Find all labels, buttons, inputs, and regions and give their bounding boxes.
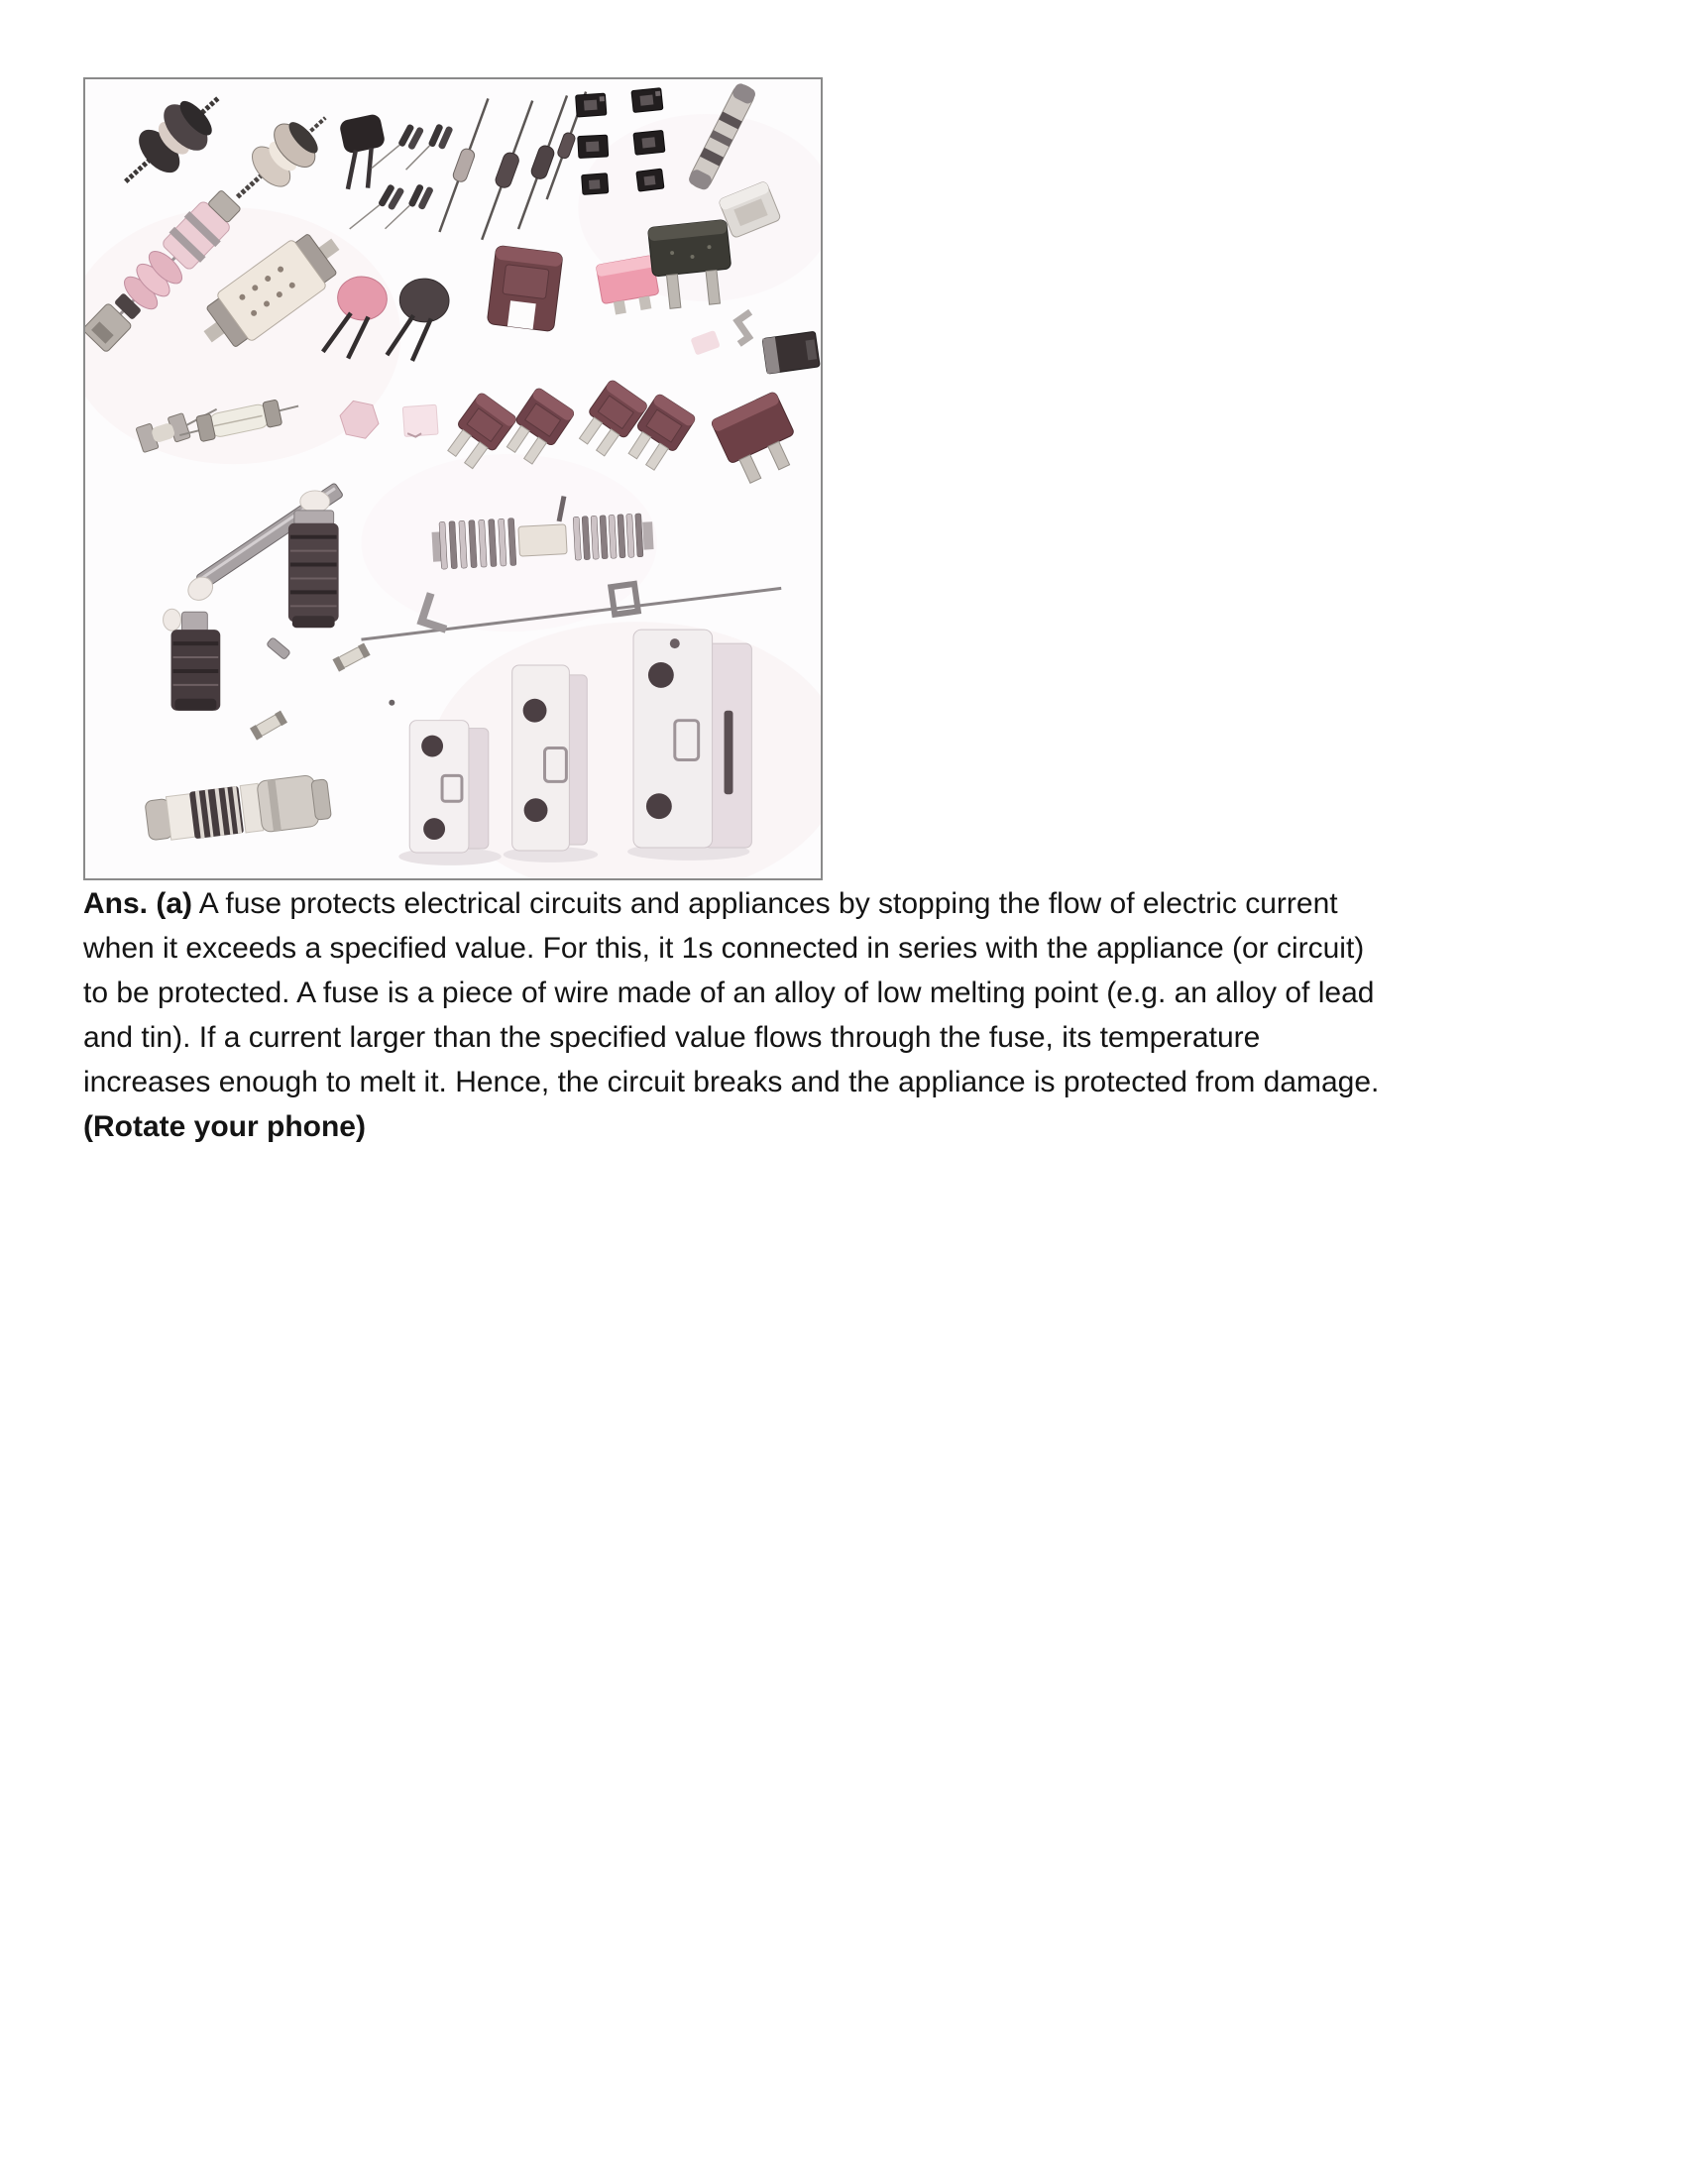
smd-chip-fuse — [636, 169, 664, 191]
hv-fuse-ribbed-cylinder — [164, 609, 221, 710]
speck — [389, 700, 394, 706]
axial-lead-fuse — [511, 93, 575, 232]
fuse-holder-block-large — [627, 630, 751, 861]
answer-line-1 — [83, 881, 1679, 926]
axial-lead-fuse — [475, 98, 540, 243]
pink-fuse-clip — [690, 330, 720, 356]
smd-chip-fuse — [578, 135, 609, 158]
answer-line-5: increases enough to melt it. Hence, the circuit breaks and the appliance is protected from damage. — [83, 1066, 1380, 1098]
axial-lead-fuse — [433, 96, 495, 234]
bolt-fuse-dark — [107, 79, 236, 202]
fuses-figure — [83, 77, 823, 880]
fuse-holder-block-small — [398, 721, 501, 865]
box-fuse-maroon — [711, 392, 806, 488]
smd-chip-fuse — [631, 88, 663, 113]
answer-label: Ans. (a) — [83, 887, 193, 920]
hv-fuse-ribbed-cylinder — [288, 491, 339, 628]
answer-line-4: and tin). If a current larger than the specified value flows through the fuse, its temperature — [83, 1021, 1261, 1054]
subminiature-fuse-pair — [350, 176, 405, 244]
metal-fragment — [267, 637, 291, 660]
answer-text — [83, 881, 1679, 1149]
fuse-holder-block-medium — [504, 665, 598, 862]
fuses-photo — [85, 79, 821, 878]
metal-bracket-clip — [728, 312, 761, 344]
rotate-phone-note: (Rotate your phone) — [83, 1110, 366, 1143]
smd-chip-fuse — [582, 173, 609, 195]
answer-line-3: to be protected. A fuse is a piece of wire made of an alloy of low melting point (e.g. an alloy of lead — [83, 977, 1375, 1009]
answer-line-2: when it exceeds a specified value. For this, it 1s connected in series with the appliance (or circuit) — [83, 932, 1365, 965]
micro-fuse-black — [334, 113, 394, 192]
cartridge-fuse-black — [762, 331, 820, 374]
labelled-cartridge-fuse — [144, 773, 332, 847]
bolt-fuse-light — [220, 99, 342, 216]
smd-chip-fuse — [576, 93, 607, 117]
small-glass-fuse — [332, 642, 370, 671]
square-fuse-chip — [402, 404, 438, 437]
maxi-blade-fuse — [487, 245, 563, 331]
small-glass-fuse — [250, 711, 287, 741]
smd-chip-fuse — [633, 130, 665, 155]
answer-line-1-text: A fuse protects electrical circuits and appliances by stopping the flow of electric current — [192, 887, 1338, 920]
